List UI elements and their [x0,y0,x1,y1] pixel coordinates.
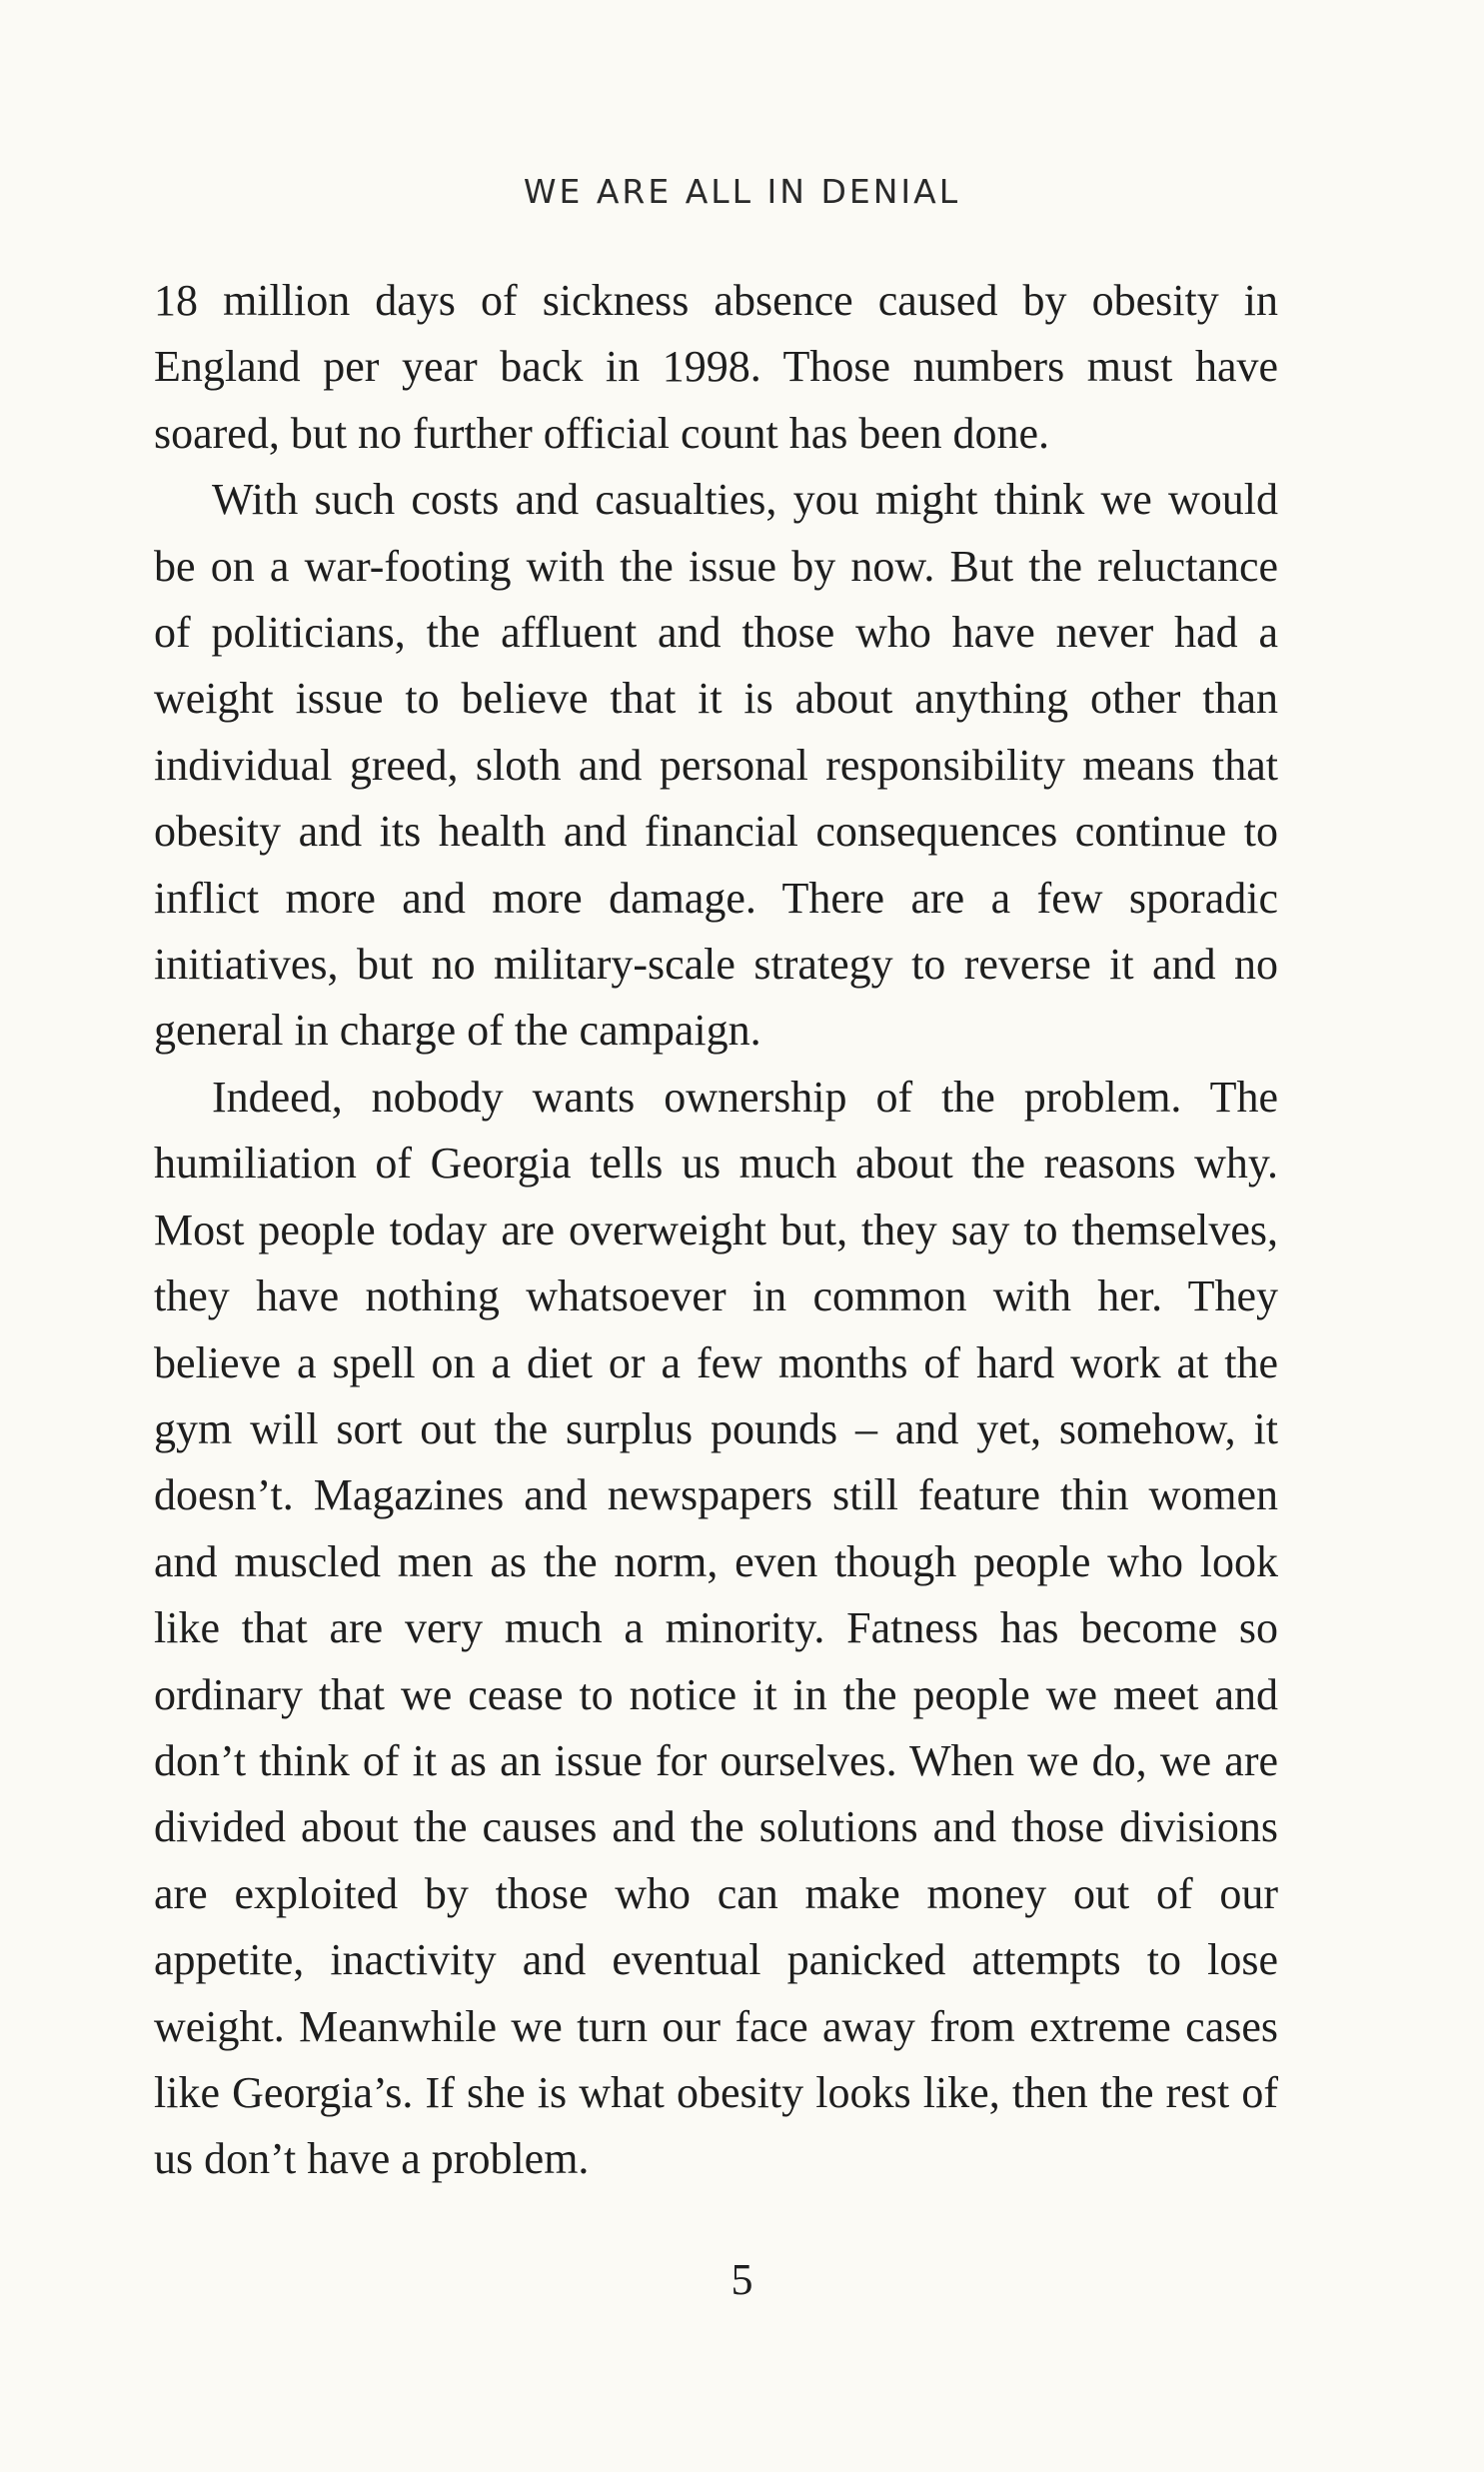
page-number: 5 [731,2255,753,2304]
paragraph: With such costs and casualties, you might think we would be on a war-footing with the issue by now. But the reluctance of politicians, the affluent and those who have never had a weight issue to believe that it is about anything other than individual greed, sloth and personal responsibility means that obesity and its health and financial consequences continue to inflict more and more damage. There are a few sporadic initiatives, but no military-scale strategy to reverse it and no general in charge of the campaign. [154,475,1278,1056]
running-head: WE ARE ALL IN DENIAL [523,172,961,211]
paragraph: 18 million days of sickness absence caused by obesity in England per year back in 1998. Those numbers must have soared, but no further official count has been done. [154,276,1278,458]
paragraph: Indeed, nobody wants ownership of the problem. The humiliation of Georgia tells us much about the reasons why. Most people today are overweight but, they say to themselves, they have nothing whatsoever in common with her. They believe a spell on a diet or a few months of hard work at the gym will sort out the surplus pounds – and yet, somehow, it doesn’t. Magazines and newspapers still feature thin women and muscled men as the norm, even though people who look like that are very much a minority. Fatness has become so ordinary that we cease to notice it in the people we meet and don’t think of it as an issue for ourselves. When we do, we are divided about the causes and the solutions and those divisions are exploited by those who can make money out of our appetite, inactivity and eventual panicked attempts to lose weight. Meanwhile we turn our face away from extreme cases like Georgia’s. If she is what obesity looks like, then the rest of us don’t have a problem. [154,1072,1278,2184]
body-text [154,268,1278,2193]
